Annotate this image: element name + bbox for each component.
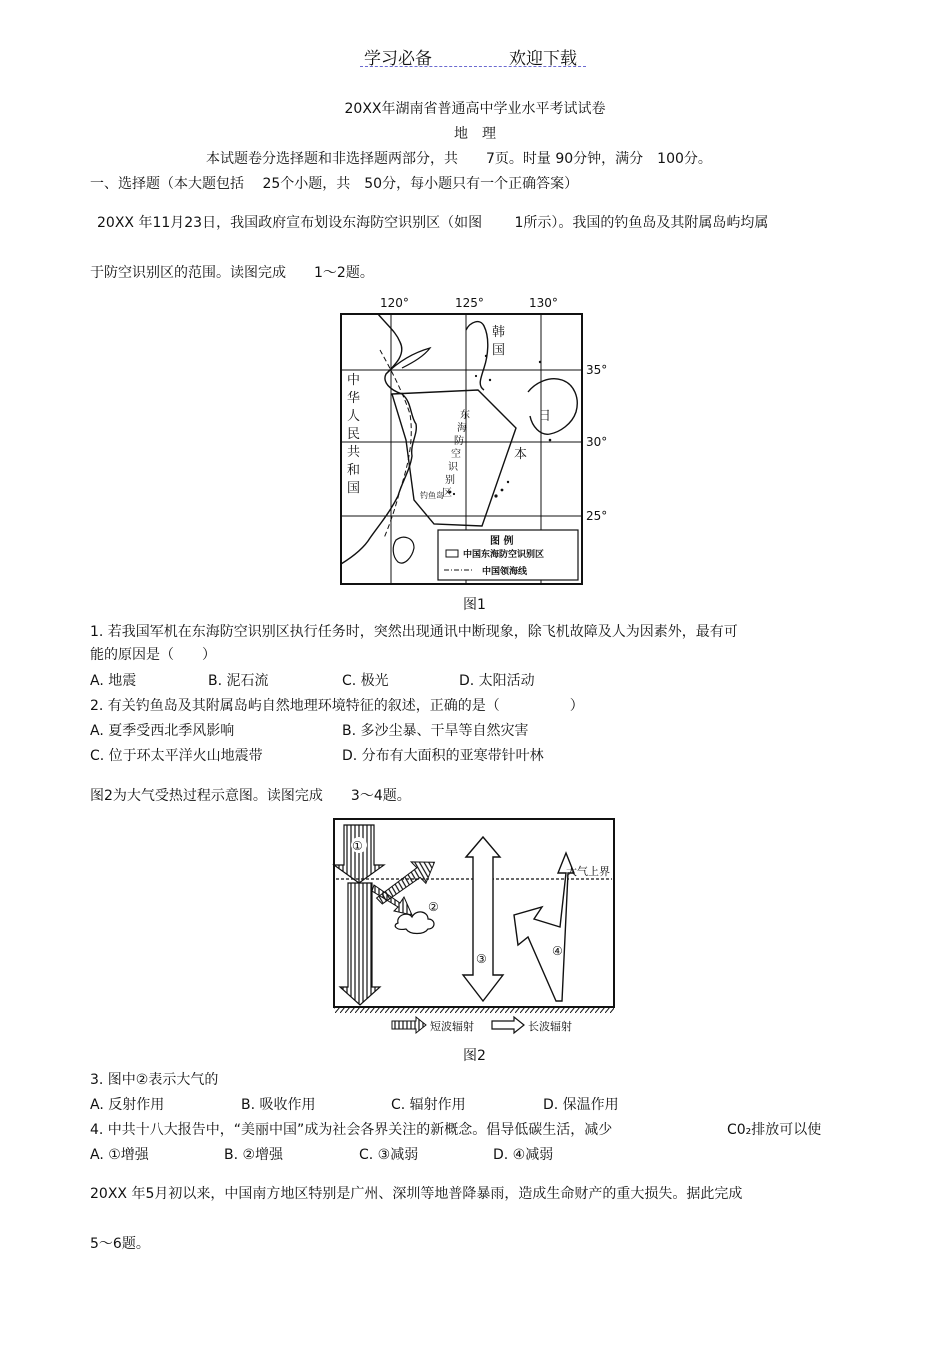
header-right: 欢迎下载 bbox=[509, 49, 577, 69]
label-2: ② bbox=[428, 900, 439, 914]
q1-stem-line1: 1. 若我国军机在东海防空识别区执行任务时，突然出现通讯中断现象，除飞机故障及人为因素外，最有可 bbox=[90, 624, 738, 640]
passage2: 图2为大气受热过程示意图。读图完成 3～4题。 bbox=[90, 788, 411, 804]
figure2-diagram bbox=[330, 815, 620, 1040]
passage3-line2: 5～6题。 bbox=[90, 1236, 150, 1252]
legend-longwave-label: 长波辐射 bbox=[528, 1020, 572, 1033]
q1-option-c: C. 极光 bbox=[342, 673, 389, 689]
header-left: 学习必备 bbox=[364, 49, 432, 69]
section-title: 一、选择题（本大题包括 25个小题，共 50分，每小题只有一个正确答案） bbox=[90, 176, 579, 192]
legend-title: 图 例 bbox=[490, 536, 514, 547]
passage1-line1: 20XX 年11月23日，我国政府宣布划设东海防空识别区（如图 1所示）。我国的钓鱼岛及其附属岛屿均属 bbox=[97, 215, 769, 231]
q1-option-b: B. 泥石流 bbox=[208, 673, 269, 689]
exam-title: 20XX年湖南省普通高中学业水平考试试卷 bbox=[344, 101, 606, 117]
q4-option-c: C. ③减弱 bbox=[359, 1147, 419, 1163]
legend-zone-label: 中国东海防空识别区 bbox=[463, 550, 545, 560]
figure1-map bbox=[330, 290, 608, 590]
header-underline bbox=[360, 66, 586, 67]
q3-option-d: D. 保温作用 bbox=[543, 1097, 619, 1113]
q1-option-a: A. 地震 bbox=[90, 673, 137, 689]
q4-stem-right: C0₂排放可以使 bbox=[727, 1122, 822, 1138]
label-4: ④ bbox=[552, 944, 563, 958]
figure2-caption: 图2 bbox=[463, 1048, 486, 1064]
adiz-label: 东 海 防 空 识 别 区 bbox=[442, 410, 470, 499]
exam-note: 本试题卷分选择题和非选择题两部分，共 7页。时量 90分钟，满分 100分。 bbox=[206, 151, 712, 167]
legend-line-label: 中国领海线 bbox=[482, 567, 528, 577]
q2-option-a: A. 夏季受西北季风影响 bbox=[90, 723, 235, 739]
q1-stem-line2: 能的原因是（ ） bbox=[90, 647, 216, 663]
q4-option-b: B. ②增强 bbox=[224, 1147, 284, 1163]
lon-label: 130° bbox=[529, 296, 558, 310]
label-1: ① bbox=[352, 839, 363, 853]
legend-shortwave-label: 短波辐射 bbox=[430, 1020, 474, 1033]
lon-label: 125° bbox=[455, 296, 484, 310]
q3-option-b: B. 吸收作用 bbox=[241, 1097, 316, 1113]
diaoyu-label: 钓鱼岛 bbox=[420, 491, 444, 500]
q4-option-a: A. ①增强 bbox=[90, 1147, 149, 1163]
q4-stem-left: 4. 中共十八大报告中，“美丽中国”成为社会各界关注的新概念。倡导低碳生活，减少 bbox=[90, 1122, 613, 1138]
legend-longwave-arrow bbox=[492, 1017, 524, 1033]
q1-option-d: D. 太阳活动 bbox=[459, 673, 535, 689]
lat-label: 30° bbox=[586, 435, 608, 449]
lat-label: 25° bbox=[586, 509, 608, 523]
china-label: 中 华 人 民 共 和 国 bbox=[347, 373, 361, 496]
japan-label: 本 bbox=[514, 447, 528, 462]
figure1-caption: 图1 bbox=[463, 597, 486, 613]
q2-stem: 2. 有关钓鱼岛及其附属岛屿自然地理环境特征的叙述，正确的是（ ） bbox=[90, 698, 584, 714]
label-3: ③ bbox=[476, 952, 487, 966]
lon-label: 120° bbox=[380, 296, 409, 310]
q2-option-b: B. 多沙尘暴、干旱等自然灾害 bbox=[342, 723, 529, 739]
exam-subject: 地 理 bbox=[454, 126, 496, 142]
passage1-line2: 于防空识别区的范围。读图完成 1～2题。 bbox=[90, 265, 374, 281]
legend-shortwave-arrow bbox=[392, 1017, 426, 1033]
q2-option-d: D. 分布有大面积的亚寒带针叶林 bbox=[342, 748, 544, 764]
korea-label: 韩 国 bbox=[492, 325, 506, 358]
japan-label: 日 bbox=[538, 409, 552, 424]
atmosphere-top-label: 大气上界 bbox=[566, 865, 610, 878]
lat-label: 35° bbox=[586, 363, 608, 377]
q3-option-a: A. 反射作用 bbox=[90, 1097, 165, 1113]
q3-stem: 3. 图中②表示大气的 bbox=[90, 1072, 219, 1088]
q3-option-c: C. 辐射作用 bbox=[391, 1097, 466, 1113]
q4-option-d: D. ④减弱 bbox=[493, 1147, 554, 1163]
q2-option-c: C. 位于环太平洋火山地震带 bbox=[90, 748, 263, 764]
passage3-line1: 20XX 年5月初以来，中国南方地区特别是广州、深圳等地普降暴雨，造成生命财产的重大损失。据此完成 bbox=[90, 1186, 743, 1202]
